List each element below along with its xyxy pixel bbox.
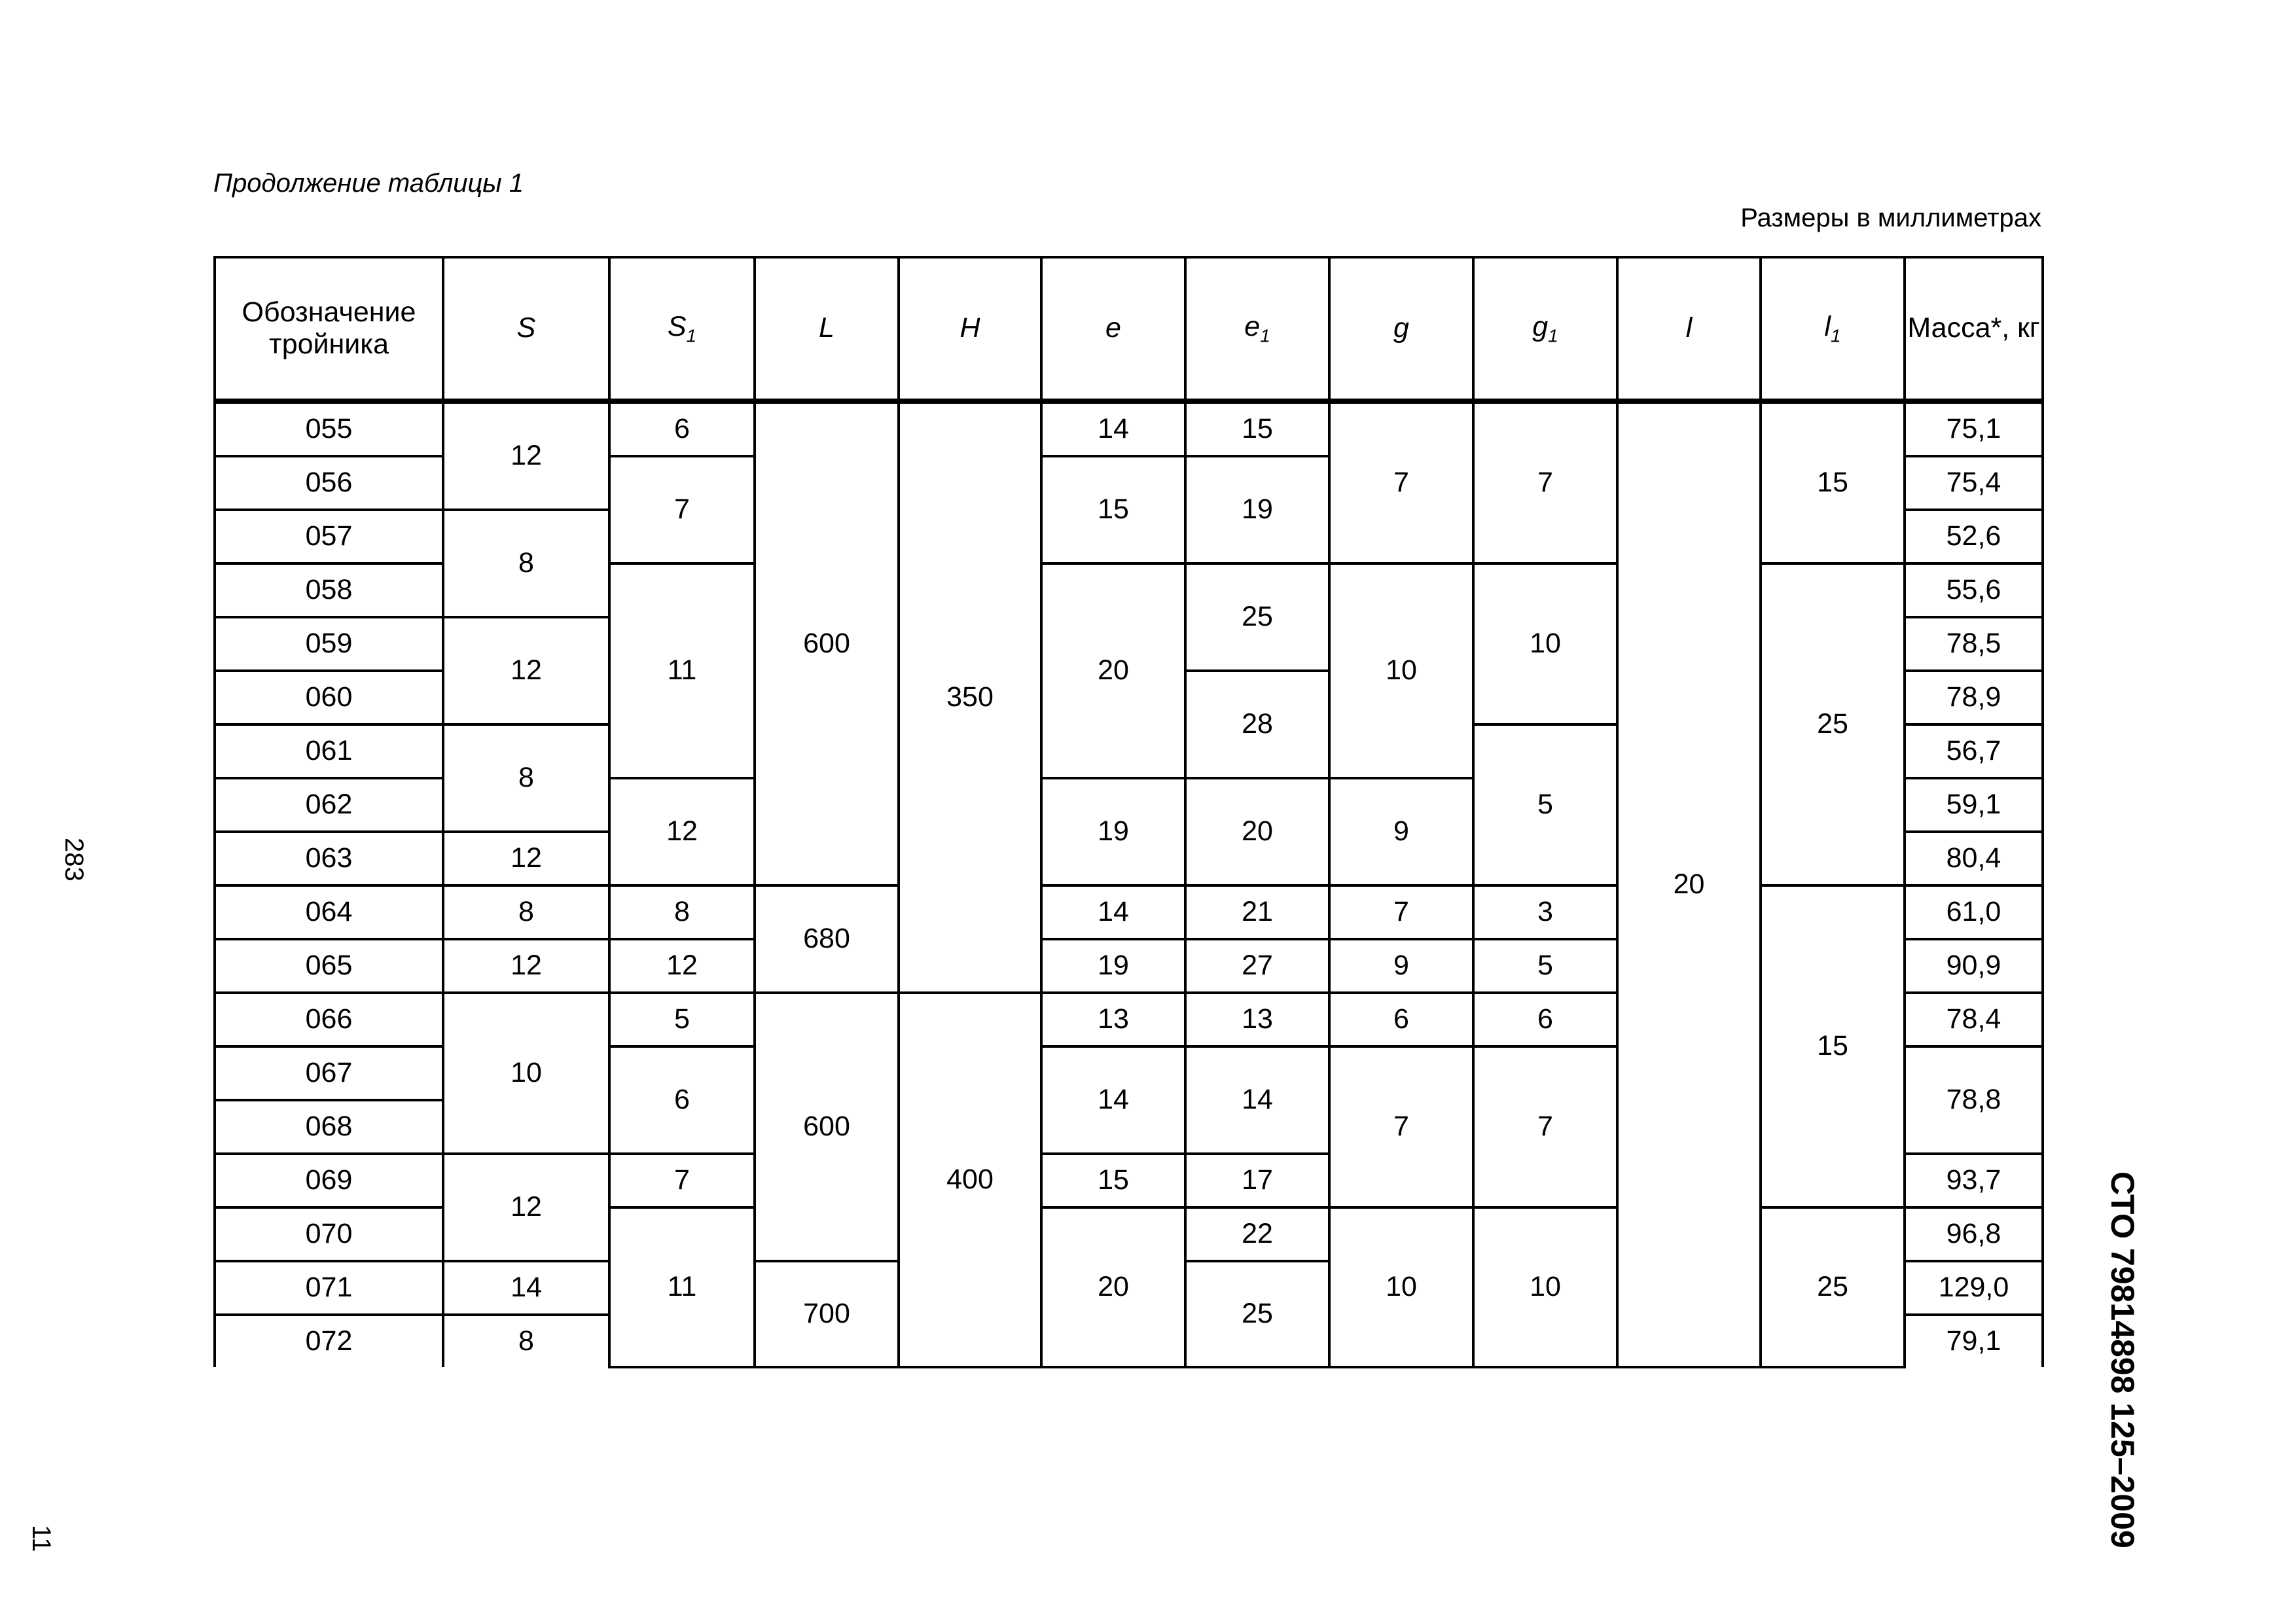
S1-cell: 12: [609, 939, 755, 993]
designation-cell: 062: [215, 778, 443, 832]
designation-cell: 070: [215, 1207, 443, 1261]
S1-cell: 11: [609, 1207, 755, 1367]
header-e: e: [1041, 257, 1185, 401]
S1-cell: 12: [609, 778, 755, 885]
l1-cell: 25: [1761, 1207, 1905, 1367]
S-cell: 12: [443, 939, 609, 993]
e1-cell: 25: [1185, 1261, 1329, 1367]
g1-cell: 5: [1473, 724, 1617, 885]
e-cell: 19: [1041, 778, 1185, 885]
mass-cell: 96,8: [1905, 1207, 2043, 1261]
designation-cell: 069: [215, 1154, 443, 1207]
page-number-inner: 283: [60, 838, 88, 882]
S-cell: 8: [443, 510, 609, 617]
e-cell: 20: [1041, 1207, 1185, 1367]
e-cell: 19: [1041, 939, 1185, 993]
g-cell: 7: [1329, 1046, 1473, 1207]
units-note: Размеры в миллиметрах: [1740, 204, 2041, 232]
g-cell: 9: [1329, 778, 1473, 885]
e1-cell: 25: [1185, 563, 1329, 671]
S-cell: 8: [443, 1315, 609, 1367]
e1-cell: 22: [1185, 1207, 1329, 1261]
designation-cell: 055: [215, 401, 443, 456]
g1-cell: 6: [1473, 993, 1617, 1046]
designation-cell: 072: [215, 1315, 443, 1367]
e1-cell: 14: [1185, 1046, 1329, 1154]
L-cell: 680: [755, 885, 899, 993]
g-cell: 9: [1329, 939, 1473, 993]
designation-cell: 057: [215, 510, 443, 563]
designation-cell: 061: [215, 724, 443, 778]
designation-cell: 059: [215, 617, 443, 671]
table-row: [215, 885, 2043, 939]
mass-cell: 78,5: [1905, 617, 2043, 671]
e-cell: 15: [1041, 1154, 1185, 1207]
e1-cell: 19: [1185, 456, 1329, 563]
designation-cell: 064: [215, 885, 443, 939]
S1-cell: 11: [609, 563, 755, 778]
page-number-outer: 11: [27, 1525, 56, 1552]
header-H: H: [899, 257, 1041, 401]
designation-cell: 068: [215, 1100, 443, 1154]
mass-cell: 93,7: [1905, 1154, 2043, 1207]
S1-cell: 8: [609, 885, 755, 939]
mass-cell: 80,4: [1905, 832, 2043, 885]
g-cell: 10: [1329, 563, 1473, 778]
mass-cell: 129,0: [1905, 1261, 2043, 1315]
designation-cell: 071: [215, 1261, 443, 1315]
L-cell: 700: [755, 1261, 899, 1367]
table-row: [215, 401, 2043, 456]
S-cell: 14: [443, 1261, 609, 1315]
g1-cell: 3: [1473, 885, 1617, 939]
designation-cell: 058: [215, 563, 443, 617]
S1-cell: 7: [609, 456, 755, 563]
e1-cell: 17: [1185, 1154, 1329, 1207]
mass-cell: 78,4: [1905, 993, 2043, 1046]
designation-cell: 066: [215, 993, 443, 1046]
S-cell: 12: [443, 832, 609, 885]
e-cell: 15: [1041, 456, 1185, 563]
L-cell: 600: [755, 993, 899, 1261]
mass-cell: 61,0: [1905, 885, 2043, 939]
e-cell: 14: [1041, 1046, 1185, 1154]
g1-cell: 10: [1473, 1207, 1617, 1367]
S-cell: 12: [443, 1154, 609, 1261]
l1-cell: 25: [1761, 563, 1905, 885]
S1-cell: 5: [609, 993, 755, 1046]
designation-cell: 065: [215, 939, 443, 993]
H-cell: 350: [899, 401, 1041, 993]
e1-cell: 21: [1185, 885, 1329, 939]
e-cell: 13: [1041, 993, 1185, 1046]
e1-cell: 13: [1185, 993, 1329, 1046]
header-S: S: [443, 257, 609, 401]
mass-cell: 78,8: [1905, 1046, 2043, 1154]
e-cell: 14: [1041, 401, 1185, 456]
g1-cell: 7: [1473, 401, 1617, 563]
mass-cell: 75,1: [1905, 401, 2043, 456]
S1-cell: 6: [609, 1046, 755, 1154]
mass-cell: 55,6: [1905, 563, 2043, 617]
header-row: [215, 257, 2043, 401]
g1-cell: 10: [1473, 563, 1617, 724]
header-l1: $l_1$: [1761, 257, 1905, 401]
designation-cell: 067: [215, 1046, 443, 1100]
S-cell: 10: [443, 993, 609, 1154]
g-cell: 10: [1329, 1207, 1473, 1367]
l1-cell: 15: [1761, 885, 1905, 1207]
mass-cell: 79,1: [1905, 1315, 2043, 1367]
S-cell: 12: [443, 401, 609, 510]
g-cell: 6: [1329, 993, 1473, 1046]
standard-designation: СТО 79814898 125–2009: [2104, 1171, 2141, 1548]
table-caption: Продолжение таблицы 1: [213, 169, 524, 198]
S-cell: 8: [443, 885, 609, 939]
mass-cell: 52,6: [1905, 510, 2043, 563]
mass-cell: 56,7: [1905, 724, 2043, 778]
designation-cell: 060: [215, 671, 443, 724]
e1-cell: 28: [1185, 671, 1329, 778]
S-cell: 12: [443, 617, 609, 724]
e-cell: 14: [1041, 885, 1185, 939]
header-g1: $g_1$: [1473, 257, 1617, 401]
mass-cell: 59,1: [1905, 778, 2043, 832]
l1-cell: 15: [1761, 401, 1905, 563]
g1-cell: 7: [1473, 1046, 1617, 1207]
header-designation: Обозначение тройника: [215, 257, 443, 401]
S1-cell: 6: [609, 401, 755, 456]
mass-cell: 78,9: [1905, 671, 2043, 724]
header-mass: Масса*, кг: [1905, 257, 2043, 401]
header-L: L: [755, 257, 899, 401]
l-cell: 20: [1617, 401, 1761, 1367]
g-cell: 7: [1329, 401, 1473, 563]
e1-cell: 15: [1185, 401, 1329, 456]
mass-cell: 90,9: [1905, 939, 2043, 993]
e-cell: 20: [1041, 563, 1185, 778]
e1-cell: 20: [1185, 778, 1329, 885]
header-e1: $e_1$: [1185, 257, 1329, 401]
e1-cell: 27: [1185, 939, 1329, 993]
designation-cell: 063: [215, 832, 443, 885]
g-cell: 7: [1329, 885, 1473, 939]
S-cell: 8: [443, 724, 609, 832]
S1-cell: 7: [609, 1154, 755, 1207]
g1-cell: 5: [1473, 939, 1617, 993]
header-S1: $S_1$: [609, 257, 755, 401]
H-cell: 400: [899, 993, 1041, 1367]
dimensions-table: [213, 256, 2044, 1368]
header-l: l: [1617, 257, 1761, 401]
header-g: g: [1329, 257, 1473, 401]
L-cell: 600: [755, 401, 899, 885]
designation-cell: 056: [215, 456, 443, 510]
mass-cell: 75,4: [1905, 456, 2043, 510]
